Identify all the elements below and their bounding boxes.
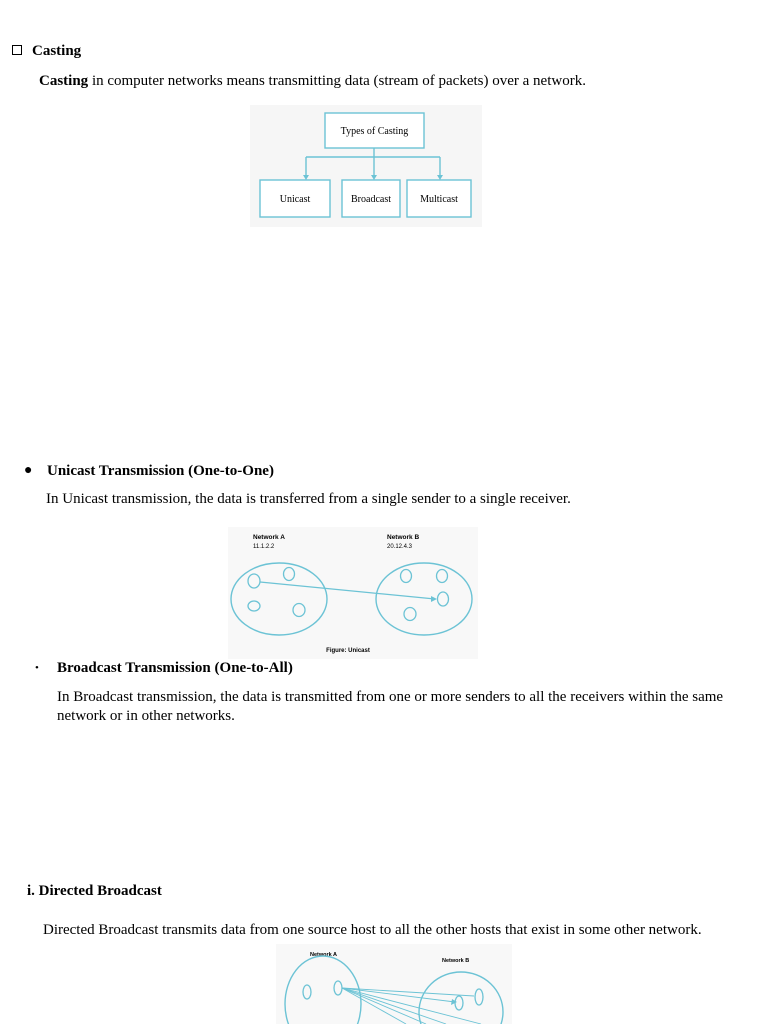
bullet-unicast: ● — [24, 463, 33, 478]
broadcast-title: Broadcast Transmission (One-to-All) — [57, 660, 293, 676]
multicast-box-label: Multicast — [420, 194, 458, 205]
unicast-title: Unicast Transmission (One-to-One) — [47, 463, 274, 479]
directed-broadcast-title: i. Directed Broadcast — [27, 883, 162, 899]
directed-broadcast-figure — [276, 944, 512, 1024]
checkbox-bullet-icon — [12, 45, 22, 55]
network-a-address: 11.1.2.2 — [253, 544, 275, 550]
bullet-broadcast: • — [35, 662, 39, 674]
directed-network-a-label: Network A — [310, 952, 337, 958]
network-b-label: Network B — [387, 534, 420, 541]
root-label: Types of Casting — [340, 126, 409, 137]
broadcast-box-label: Broadcast — [351, 194, 391, 205]
section-title-casting: Casting — [32, 43, 82, 59]
unicast-figure — [228, 527, 478, 659]
unicast-text: In Unicast transmission, the data is transferred from a single sender to a single receiver. — [46, 491, 571, 507]
unicast-box-label: Unicast — [279, 194, 311, 205]
directed-network-b-label: Network B — [442, 958, 470, 964]
network-b-address: 20.12.4.3 — [387, 544, 413, 550]
broadcast-text: In Broadcast transmission, the data is transmitted from one or more senders to all the receivers within the same network or in other networks. — [57, 689, 724, 724]
casting-intro — [39, 72, 586, 91]
directed-broadcast-text: Directed Broadcast transmits data from one source host to all the other hosts that exist in some other network. — [43, 922, 702, 938]
unicast-caption: Figure: Unicast — [326, 648, 370, 654]
casting-intro-rest: in computer networks means transmitting data (stream of packets) over a network. — [88, 73, 586, 89]
network-a-label: Network A — [253, 534, 285, 541]
types-of-casting-diagram — [250, 105, 482, 227]
casting-intro-bold: Casting — [39, 73, 89, 89]
